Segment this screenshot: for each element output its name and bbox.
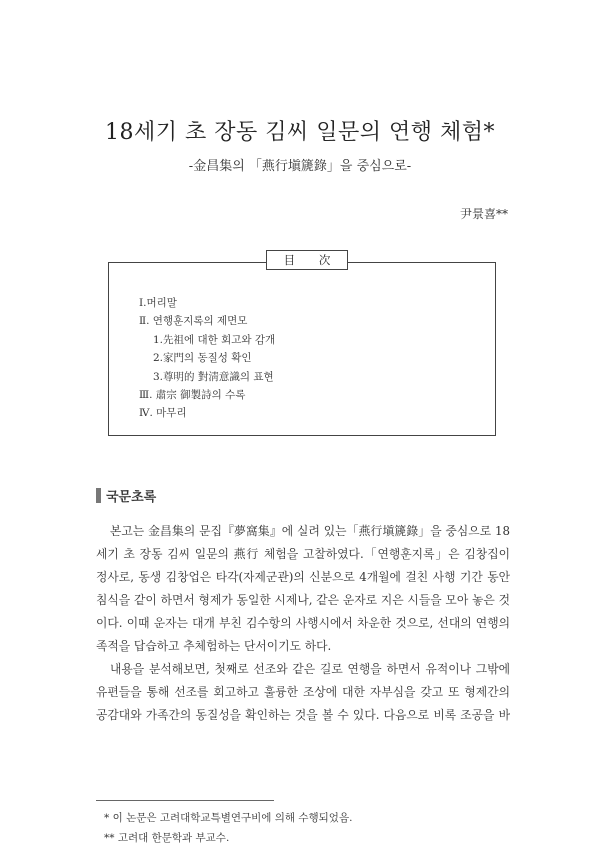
footnotes (104, 808, 352, 848)
footnote: * 이 논문은 고려대학교특별연구비에 의해 수행되었음. (104, 812, 353, 824)
abstract-body (96, 520, 510, 727)
abstract-paragraph: 본고는 金昌集의 문집『夢窩集』에 실려 있는「燕行塡篪錄」을 중심으로 18세기 초 장동 김씨 일문의 燕行 체험을 고찰하였다.「연행훈지록」은 김창집이 정사로, 동생 김창업은 타각(자제군관)의 신분으로 4개월에 걸친 사행 기간 동안 침식을 같이 하면서 형제가 동일한 시제나, 같은 운자로 지은 시들을 모아 놓은 것이다. 이때 운자는 대개 부친 김수항의 사행시에서 차운한 것으로, 선대의 연행의 족적을 답습하고 추체험하는 단서이기도 하다. (96, 524, 510, 653)
paper-title: 18세기 초 장동 김씨 일문의 연행 체험* (105, 120, 495, 145)
footnote-divider (96, 800, 274, 801)
toc-header: 目 次 (266, 250, 348, 270)
abstract-heading (96, 486, 156, 505)
footnote: ** 고려대 한문학과 부교수. (104, 832, 230, 844)
toc-item: Ⅲ. 肅宗 御製詩의 수록 (139, 389, 246, 402)
author-name: 尹景喜** (459, 207, 508, 221)
paper-subtitle: -金昌集의 「燕行塡篪錄」을 중심으로- (188, 159, 412, 174)
toc-item: Ⅰ.머리말 (139, 297, 177, 309)
section-marker-icon (96, 488, 101, 503)
toc-item: Ⅱ. 연행훈지록의 제면모 (139, 315, 248, 328)
toc-list (139, 294, 275, 423)
toc-subitem: 1.先祖에 대한 회고와 감개 (153, 333, 276, 346)
toc-subitem: 2.家門의 동질성 확인 (153, 352, 252, 365)
abstract-paragraph: 내용을 분석해보면, 첫째로 선조와 같은 길로 연행을 하면서 유적이나 그밖에 유편들을 통해 선조를 회고하고 훌륭한 조상에 대한 자부심을 갖고 또 형제간의 공감대와 가족간의 동질성을 확인하는 것을 볼 수 있다. 다음으로 비록 조공을 바 (96, 662, 510, 722)
toc-item: Ⅳ. 마무리 (139, 407, 187, 420)
table-of-contents (108, 253, 496, 436)
abstract-heading-label: 국문초록 (106, 490, 157, 505)
toc-subitem: 3.尊明的 對淸意識의 표현 (153, 370, 274, 383)
